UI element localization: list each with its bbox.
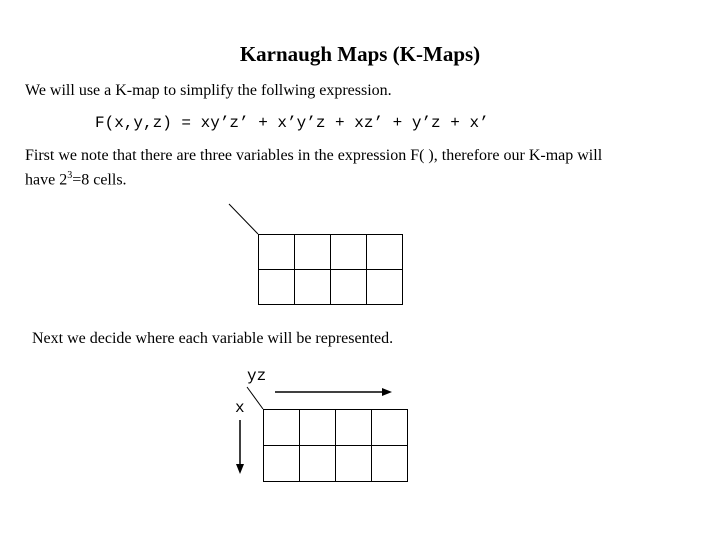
variables-note-line1: First we note that there are three variables in the expression F( ), therefore our K-map will	[25, 147, 603, 164]
right-arrow-icon	[382, 388, 392, 396]
slide-title: Karnaugh Maps (K-Maps)	[239, 42, 481, 66]
intro-text: We will use a K-map to simplify the follwing expression.	[25, 82, 392, 99]
cells-text-after: =8 cells.	[72, 171, 127, 189]
exponent: 3	[67, 170, 73, 181]
x-label: x	[235, 399, 245, 417]
boolean-expression: F(x,y,z) = xy’z’ + x’y’z + xz’ + y’z + x’	[95, 114, 489, 132]
kmap1-corner-diagonal	[229, 204, 258, 234]
yz-label: yz	[247, 367, 267, 385]
next-step-text: Next we decide where each variable will be represented.	[32, 330, 394, 347]
down-arrow-icon	[236, 464, 244, 474]
kmap2-corner-diagonal	[247, 387, 263, 409]
cells-text-before: have 2	[25, 171, 68, 189]
